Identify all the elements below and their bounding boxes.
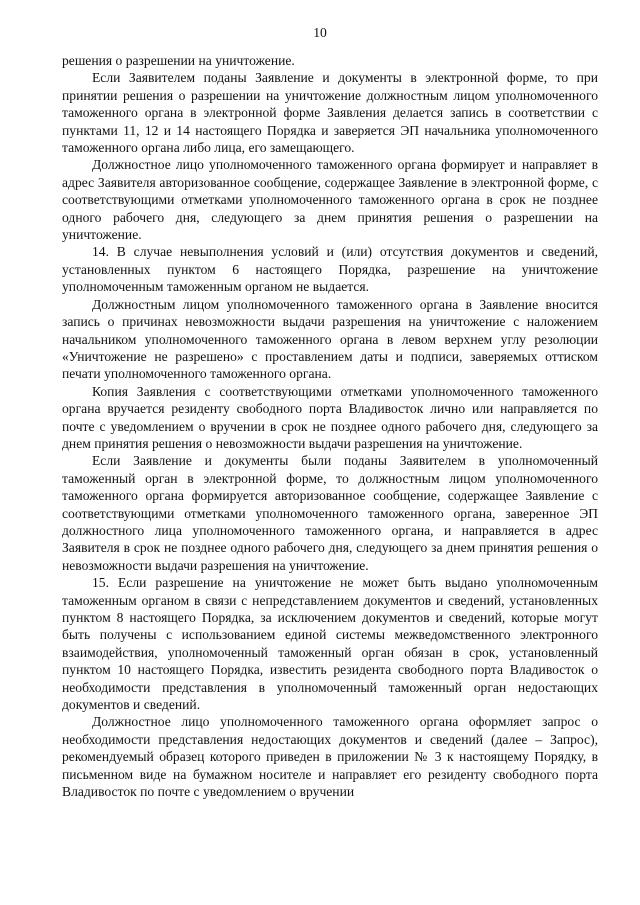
paragraph-clause-15: 15. Если разрешение на уничтожение не может быть выдано уполномоченным таможенным органом в связи с непредставлением документов и сведений, установленных пунктом 8 настоящего Порядка, за исключением документов и сведений, которые могут быть получены с использованием единой системы межведомственного электронного взаимодействия, уполномоченный таможенный орган обязан в срок, установленный пунктом 10 настоящего Порядка, известить резидента свободного порта Владивосток о необходимости представления в уполномоченный таможенный орган недостающих документов и сведений. bbox=[62, 575, 598, 713]
paragraph-electronic-decision: Если Заявителем поданы Заявление и документы в электронной форме, то при принятии решения о разрешении на уничтожение должностным лицом уполномоченного таможенного органа в электронной форме Заявления делается запись в соответствии с пунктами 11, 12 и 14 настоящего Порядка и заверяется ЭП начальника уполномоченного таможенного органа либо лица, его замещающего. bbox=[62, 70, 598, 156]
paragraph-continuation: решения о разрешении на уничтожение. bbox=[62, 53, 295, 68]
paragraph-refusal-record: Должностным лицом уполномоченного таможенного органа в Заявление вносится запись о причинах невозможности выдачи разрешения на уничтожение с наложением начальником уполномоченного таможенного органа в левом верхнем углу резолюции «Уничтожение не разрешено» с проставлением даты и подписи, заверяемых оттиском печати уполномоченного таможенного органа. bbox=[62, 296, 598, 382]
paragraph-authorized-message: Должностное лицо уполномоченного таможенного органа формирует и направляет в адрес Заявителя авторизованное сообщение, содержащее Заявление в электронной форме, с соответствующими отметками уполномоченного таможенного органа в срок не позднее одного рабочего дня, следующего за днем принятия решения о разрешении на уничтожение. bbox=[62, 157, 598, 243]
paragraph-request: Должностное лицо уполномоченного таможенного органа оформляет запрос о необходимости представления недостающих документов и сведений (далее – Запрос), рекомендуемый образец которого приведен в приложении № 3 к настоящему Порядку, в письменном виде на бумажном носителе и направляет его резиденту свободного порта Владивосток по почте с уведомлением о вручении bbox=[62, 714, 598, 800]
paragraph-electronic-refusal: Если Заявление и документы были поданы Заявителем в уполномоченный таможенный орган в электронной форме, то должностным лицом уполномоченного таможенного органа формируется авторизованное сообщение, содержащее Заявление с соответствующими отметками уполномоченного таможенного органа, заверенное ЭП должностного лица уполномоченного таможенного органа, и направляется в адрес Заявителя в срок не позднее одного рабочего дня, следующего за днем принятия решения о невозможности выдачи разрешения на уничтожение. bbox=[62, 453, 598, 573]
paragraph-copy-delivery: Копия Заявления с соответствующими отметками уполномоченного таможенного органа вручается резиденту свободного порта Владивосток лично или направляется по почте с уведомлением о вручении в срок не позднее одного рабочего дня, следующего за днем принятия решения о невозможности выдачи разрешения на уничтожение. bbox=[62, 383, 598, 451]
paragraph-clause-14: 14. В случае невыполнения условий и (или) отсутствия документов и сведений, установленных пунктом 6 настоящего Порядка, разрешение на уничтожение уполномоченным таможенным органом не выдается. bbox=[62, 244, 598, 295]
page-number: 10 bbox=[313, 25, 327, 40]
document-body bbox=[62, 52, 598, 800]
